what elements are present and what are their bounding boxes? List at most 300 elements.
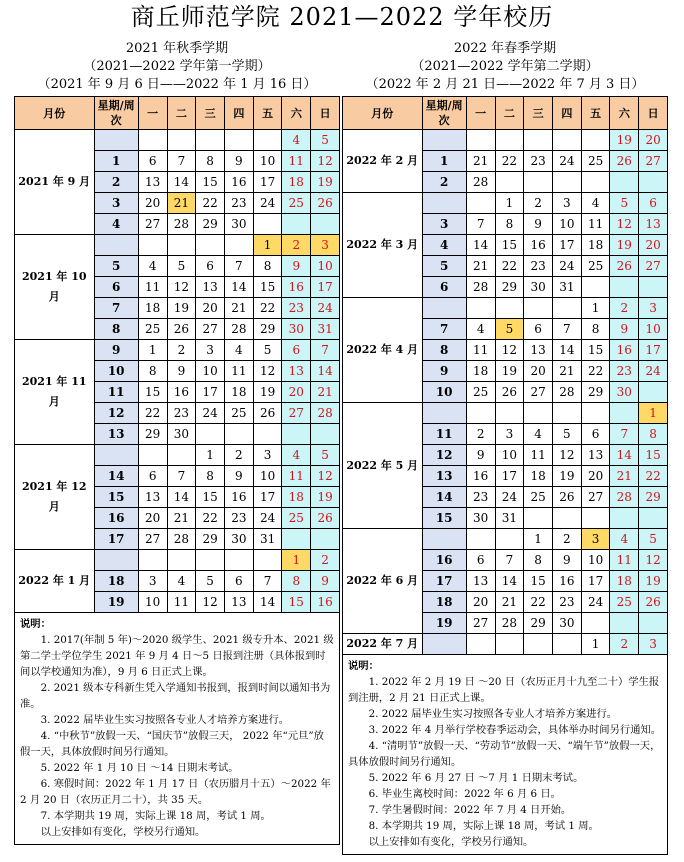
- day-cell: 4: [610, 529, 639, 550]
- month-label: 2022 年 2 月: [343, 130, 423, 193]
- week-number: 3: [94, 193, 138, 214]
- day-cell: [224, 130, 253, 151]
- day-header: 五: [253, 97, 282, 130]
- day-cell: 19: [639, 571, 668, 592]
- week-number: [94, 550, 138, 571]
- day-cell: 18: [138, 298, 167, 319]
- day-cell: 23: [610, 361, 639, 382]
- day-cell: [581, 508, 610, 529]
- day-header: 一: [138, 97, 167, 130]
- day-cell: 24: [253, 508, 282, 529]
- day-cell: [552, 130, 581, 151]
- day-cell: 13: [138, 172, 167, 193]
- day-cell: 18: [466, 361, 495, 382]
- day-cell: 9: [224, 466, 253, 487]
- table-row: [343, 298, 668, 319]
- day-cell: 16: [466, 466, 495, 487]
- day-cell: 25: [581, 256, 610, 277]
- day-cell: 6: [581, 424, 610, 445]
- day-cell: 23: [552, 592, 581, 613]
- day-cell: 2: [167, 340, 196, 361]
- day-cell: 26: [311, 508, 340, 529]
- day-cell: 19: [311, 487, 340, 508]
- day-cell: 28: [610, 487, 639, 508]
- day-cell: [253, 214, 282, 235]
- day-header: 三: [524, 97, 553, 130]
- fall-notes-title: 说明：: [20, 618, 51, 630]
- day-cell: 19: [167, 298, 196, 319]
- day-cell: 2: [524, 193, 553, 214]
- week-number: 8: [94, 319, 138, 340]
- week-number: 18: [422, 592, 466, 613]
- day-cell: [581, 172, 610, 193]
- day-cell: 21: [466, 151, 495, 172]
- week-number: [94, 235, 138, 256]
- month-label: 2022 年 1 月: [15, 550, 95, 613]
- day-cell: 16: [524, 235, 553, 256]
- day-cell: 7: [224, 256, 253, 277]
- week-number: [422, 193, 466, 214]
- day-cell: 19: [495, 361, 524, 382]
- week-number: 19: [422, 613, 466, 634]
- day-cell: 1: [282, 550, 311, 571]
- week-number: 1: [422, 151, 466, 172]
- week-number: 15: [422, 508, 466, 529]
- day-cell: 16: [224, 172, 253, 193]
- day-cell: 6: [639, 193, 668, 214]
- day-cell: [196, 550, 225, 571]
- day-cell: 13: [224, 592, 253, 613]
- day-cell: 9: [311, 571, 340, 592]
- day-cell: 28: [495, 613, 524, 634]
- day-header: 四: [224, 97, 253, 130]
- week-number: 11: [94, 382, 138, 403]
- day-header: 日: [311, 97, 340, 130]
- note-item: 8. 本学期共 19 周，实际上课 18 周，考试 1 周。: [368, 820, 599, 832]
- table-row: [15, 550, 340, 571]
- day-cell: 29: [581, 382, 610, 403]
- day-cell: 18: [282, 487, 311, 508]
- fall-semester-dates: （2021 年 9 月 6 日——2022 年 1 月 16 日）: [37, 77, 317, 92]
- day-cell: 26: [167, 319, 196, 340]
- note-item: 7. 学生暑假时间：2022 年 7 月 4 日开始。: [368, 804, 572, 816]
- day-cell: 3: [581, 529, 610, 550]
- day-cell: 14: [495, 571, 524, 592]
- day-cell: 12: [639, 550, 668, 571]
- day-cell: 12: [311, 466, 340, 487]
- day-cell: 3: [311, 235, 340, 256]
- month-label: 2021 年 10 月: [15, 235, 95, 340]
- day-cell: 11: [282, 466, 311, 487]
- day-cell: 10: [138, 592, 167, 613]
- day-cell: 31: [552, 277, 581, 298]
- day-cell: 18: [282, 172, 311, 193]
- day-header: 五: [581, 97, 610, 130]
- day-cell: 20: [581, 466, 610, 487]
- day-cell: [311, 214, 340, 235]
- day-cell: 22: [495, 256, 524, 277]
- day-cell: 13: [639, 214, 668, 235]
- day-cell: 13: [524, 340, 553, 361]
- day-cell: 17: [311, 277, 340, 298]
- day-cell: [552, 634, 581, 655]
- day-cell: [639, 277, 668, 298]
- day-cell: 6: [138, 466, 167, 487]
- fall-semester-name: 2021 年秋季学期: [125, 41, 229, 56]
- day-cell: 4: [524, 424, 553, 445]
- spring-semester-name: 2022 年春季学期: [453, 41, 557, 56]
- day-cell: 15: [639, 445, 668, 466]
- week-number: 6: [422, 277, 466, 298]
- spring-notes-title: 说明：: [348, 660, 379, 672]
- day-cell: 28: [552, 382, 581, 403]
- day-cell: 3: [196, 340, 225, 361]
- day-cell: [524, 634, 553, 655]
- day-cell: 31: [495, 508, 524, 529]
- month-label: 2021 年 12 月: [15, 445, 95, 550]
- note-item: 5. 2022 年 1 月 10 日 ～14 日期末考试。: [40, 762, 239, 774]
- day-cell: 26: [639, 592, 668, 613]
- day-cell: 29: [196, 214, 225, 235]
- day-cell: 26: [610, 151, 639, 172]
- day-cell: 7: [495, 550, 524, 571]
- day-cell: 10: [196, 361, 225, 382]
- day-cell: 8: [282, 571, 311, 592]
- spring-notes: [342, 655, 668, 855]
- day-cell: 27: [639, 256, 668, 277]
- day-cell: [167, 235, 196, 256]
- day-cell: 21: [610, 466, 639, 487]
- day-cell: 15: [524, 571, 553, 592]
- day-cell: 14: [167, 487, 196, 508]
- day-cell: 8: [196, 151, 225, 172]
- day-cell: 22: [581, 361, 610, 382]
- day-cell: 13: [196, 277, 225, 298]
- week-number: 4: [422, 235, 466, 256]
- note-item: 1. 2017(年制 5 年)～2020 级学生、2021 级专升本、2021 级第二学士学位学生 2021 年 9 月 4 日～5 日报到注册（具体报到时间以学校通知为准），9 月 6 日正式上课。: [20, 634, 334, 678]
- table-row: [15, 445, 340, 466]
- day-cell: [610, 508, 639, 529]
- day-cell: 29: [196, 529, 225, 550]
- week-number: 16: [422, 550, 466, 571]
- day-cell: 20: [138, 193, 167, 214]
- spring-semester-dates: （2022 年 2 月 21 日——2022 年 7 月 3 日）: [365, 77, 645, 92]
- day-cell: 7: [552, 319, 581, 340]
- day-cell: 23: [524, 256, 553, 277]
- day-cell: [552, 172, 581, 193]
- day-cell: [524, 172, 553, 193]
- day-header: 一: [466, 97, 495, 130]
- day-cell: 9: [610, 319, 639, 340]
- day-cell: [224, 235, 253, 256]
- day-cell: 4: [224, 340, 253, 361]
- day-cell: 8: [196, 466, 225, 487]
- day-cell: [610, 613, 639, 634]
- spring-calendar-table: [342, 96, 668, 655]
- month-label: 2022 年 3 月: [343, 193, 423, 298]
- week-number: 3: [422, 214, 466, 235]
- day-cell: 14: [253, 592, 282, 613]
- table-row: [15, 235, 340, 256]
- day-cell: 3: [495, 424, 524, 445]
- fall-calendar-table: [14, 96, 340, 613]
- day-cell: [495, 298, 524, 319]
- day-cell: 21: [311, 382, 340, 403]
- day-cell: [466, 634, 495, 655]
- day-cell: 27: [581, 487, 610, 508]
- day-header: 日: [639, 97, 668, 130]
- day-cell: 20: [639, 130, 668, 151]
- day-cell: 22: [253, 298, 282, 319]
- week-number: [422, 130, 466, 151]
- month-header: 月份: [343, 97, 423, 130]
- day-cell: 22: [639, 466, 668, 487]
- day-cell: 23: [224, 193, 253, 214]
- day-cell: 4: [138, 256, 167, 277]
- day-cell: 27: [196, 319, 225, 340]
- day-cell: 8: [253, 256, 282, 277]
- day-cell: 24: [196, 403, 225, 424]
- day-cell: [495, 403, 524, 424]
- day-cell: [581, 130, 610, 151]
- day-cell: 3: [138, 571, 167, 592]
- day-cell: 27: [138, 529, 167, 550]
- day-cell: 2: [224, 445, 253, 466]
- table-row: [343, 130, 668, 151]
- day-cell: 27: [639, 151, 668, 172]
- page-title: 商丘师范学院 2021—2022 学年校历: [130, 3, 554, 31]
- week-header: 星期/周次: [94, 97, 138, 130]
- day-cell: 29: [138, 424, 167, 445]
- day-cell: 5: [610, 193, 639, 214]
- day-cell: 16: [552, 571, 581, 592]
- note-item: 5. 2022 年 6 月 27 日 ～7 月 1 日期末考试。: [368, 772, 584, 784]
- day-cell: 8: [581, 319, 610, 340]
- day-cell: 18: [610, 571, 639, 592]
- day-cell: 11: [282, 151, 311, 172]
- week-number: 13: [94, 424, 138, 445]
- day-cell: [610, 172, 639, 193]
- day-cell: [282, 424, 311, 445]
- day-cell: 10: [639, 319, 668, 340]
- day-cell: 21: [552, 361, 581, 382]
- table-row: [15, 340, 340, 361]
- day-cell: 15: [282, 592, 311, 613]
- day-cell: 9: [552, 550, 581, 571]
- day-cell: 16: [167, 382, 196, 403]
- day-cell: [253, 424, 282, 445]
- day-header: 三: [196, 97, 225, 130]
- day-cell: [581, 277, 610, 298]
- day-cell: 5: [495, 319, 524, 340]
- day-cell: 13: [138, 487, 167, 508]
- day-cell: 17: [552, 235, 581, 256]
- day-cell: 3: [639, 634, 668, 655]
- week-number: 1: [94, 151, 138, 172]
- week-number: 17: [422, 571, 466, 592]
- day-cell: 12: [196, 592, 225, 613]
- note-item: 4. “中秋节”放假一天、“国庆节”放假三天， 2022 年“元旦”放假一天，具体放假时间另行通知。: [20, 730, 324, 758]
- day-cell: 21: [495, 592, 524, 613]
- day-cell: 8: [524, 550, 553, 571]
- day-cell: 8: [138, 361, 167, 382]
- note-item: 4. “清明节”放假一天、“劳动节”放假一天、“端午节”放假一天，具体放假时间另行通知。: [348, 740, 661, 768]
- day-cell: 11: [167, 592, 196, 613]
- day-cell: [167, 445, 196, 466]
- day-cell: 16: [224, 487, 253, 508]
- day-cell: 19: [311, 172, 340, 193]
- day-cell: 1: [495, 193, 524, 214]
- day-cell: 15: [253, 277, 282, 298]
- day-cell: 28: [311, 403, 340, 424]
- day-cell: 31: [253, 529, 282, 550]
- day-cell: 1: [196, 445, 225, 466]
- day-cell: 25: [282, 508, 311, 529]
- day-cell: 12: [253, 361, 282, 382]
- day-cell: [282, 529, 311, 550]
- day-cell: 11: [610, 550, 639, 571]
- day-cell: 2: [282, 235, 311, 256]
- day-cell: [466, 403, 495, 424]
- day-cell: 11: [581, 214, 610, 235]
- day-cell: 15: [196, 172, 225, 193]
- day-cell: 24: [639, 361, 668, 382]
- day-cell: 27: [466, 613, 495, 634]
- month-label: 2022 年 7 月: [343, 634, 423, 655]
- note-item: 6. 毕业生离校时间：2022 年 6 月 6 日。: [368, 788, 561, 800]
- day-cell: 10: [253, 151, 282, 172]
- note-item: 6. 寒假时间：2022 年 1 月 17 日（农历腊月十五）～2022 年 2 月 20 日（农历正月二十），共 35 天。: [20, 778, 331, 806]
- day-cell: 27: [138, 214, 167, 235]
- day-cell: 2: [552, 529, 581, 550]
- day-cell: 30: [552, 613, 581, 634]
- day-cell: 30: [167, 424, 196, 445]
- week-number: 12: [422, 445, 466, 466]
- week-number: [422, 298, 466, 319]
- day-cell: 20: [524, 361, 553, 382]
- day-cell: 6: [466, 550, 495, 571]
- month-label: 2022 年 5 月: [343, 403, 423, 529]
- day-cell: 17: [196, 382, 225, 403]
- day-cell: 14: [466, 235, 495, 256]
- day-cell: 30: [466, 508, 495, 529]
- spring-semester: [342, 40, 668, 855]
- day-cell: 21: [466, 256, 495, 277]
- day-cell: 22: [524, 592, 553, 613]
- week-number: 13: [422, 466, 466, 487]
- week-number: 9: [422, 361, 466, 382]
- day-cell: 15: [495, 235, 524, 256]
- day-cell: [639, 508, 668, 529]
- day-cell: 8: [639, 424, 668, 445]
- spring-semester-term: （2021—2022 学年第二学期）: [411, 59, 599, 74]
- day-header: 二: [495, 97, 524, 130]
- day-cell: 23: [524, 151, 553, 172]
- day-cell: 26: [495, 382, 524, 403]
- day-cell: [224, 424, 253, 445]
- day-cell: 14: [552, 340, 581, 361]
- day-cell: 1: [581, 634, 610, 655]
- day-cell: [495, 529, 524, 550]
- day-cell: 13: [466, 571, 495, 592]
- day-cell: 24: [253, 193, 282, 214]
- day-cell: [524, 130, 553, 151]
- day-cell: 19: [552, 466, 581, 487]
- day-cell: 2: [311, 550, 340, 571]
- day-cell: 2: [466, 424, 495, 445]
- day-cell: 9: [224, 151, 253, 172]
- week-number: 2: [94, 172, 138, 193]
- day-cell: [581, 613, 610, 634]
- day-cell: [524, 298, 553, 319]
- day-header: 六: [610, 97, 639, 130]
- month-label: 2022 年 4 月: [343, 298, 423, 403]
- day-cell: 24: [495, 487, 524, 508]
- day-cell: [138, 130, 167, 151]
- day-cell: 6: [196, 256, 225, 277]
- day-cell: 1: [639, 403, 668, 424]
- day-cell: 1: [581, 298, 610, 319]
- day-cell: 7: [610, 424, 639, 445]
- note-item: 以上安排如有变化，学校另行通知。: [40, 826, 206, 838]
- day-cell: 30: [224, 214, 253, 235]
- day-cell: 13: [282, 361, 311, 382]
- day-cell: 4: [466, 319, 495, 340]
- day-cell: 13: [581, 445, 610, 466]
- day-cell: [552, 508, 581, 529]
- day-cell: 4: [167, 571, 196, 592]
- week-number: 16: [94, 508, 138, 529]
- day-cell: [196, 424, 225, 445]
- day-cell: 16: [282, 277, 311, 298]
- day-cell: 24: [311, 298, 340, 319]
- day-cell: 16: [311, 592, 340, 613]
- day-cell: 25: [610, 592, 639, 613]
- month-label: 2021 年 11 月: [15, 340, 95, 445]
- day-cell: 28: [466, 277, 495, 298]
- day-cell: [495, 634, 524, 655]
- day-cell: 24: [552, 256, 581, 277]
- day-cell: 17: [495, 466, 524, 487]
- day-cell: 20: [639, 235, 668, 256]
- day-cell: 10: [552, 214, 581, 235]
- day-cell: [138, 550, 167, 571]
- day-cell: 19: [610, 130, 639, 151]
- day-cell: [311, 529, 340, 550]
- day-cell: 28: [466, 172, 495, 193]
- day-cell: 7: [167, 466, 196, 487]
- day-cell: [466, 529, 495, 550]
- day-cell: 5: [253, 340, 282, 361]
- day-cell: 20: [282, 382, 311, 403]
- day-cell: 30: [610, 382, 639, 403]
- day-cell: 29: [639, 487, 668, 508]
- day-cell: [524, 508, 553, 529]
- day-cell: 30: [282, 319, 311, 340]
- week-number: 7: [94, 298, 138, 319]
- day-cell: 30: [224, 529, 253, 550]
- week-number: [94, 445, 138, 466]
- day-cell: 7: [167, 151, 196, 172]
- week-number: 2: [422, 172, 466, 193]
- day-cell: 11: [138, 277, 167, 298]
- day-cell: 9: [524, 214, 553, 235]
- day-cell: 19: [253, 382, 282, 403]
- week-number: 8: [422, 340, 466, 361]
- day-cell: 8: [495, 214, 524, 235]
- day-cell: 29: [495, 277, 524, 298]
- table-row: [343, 403, 668, 424]
